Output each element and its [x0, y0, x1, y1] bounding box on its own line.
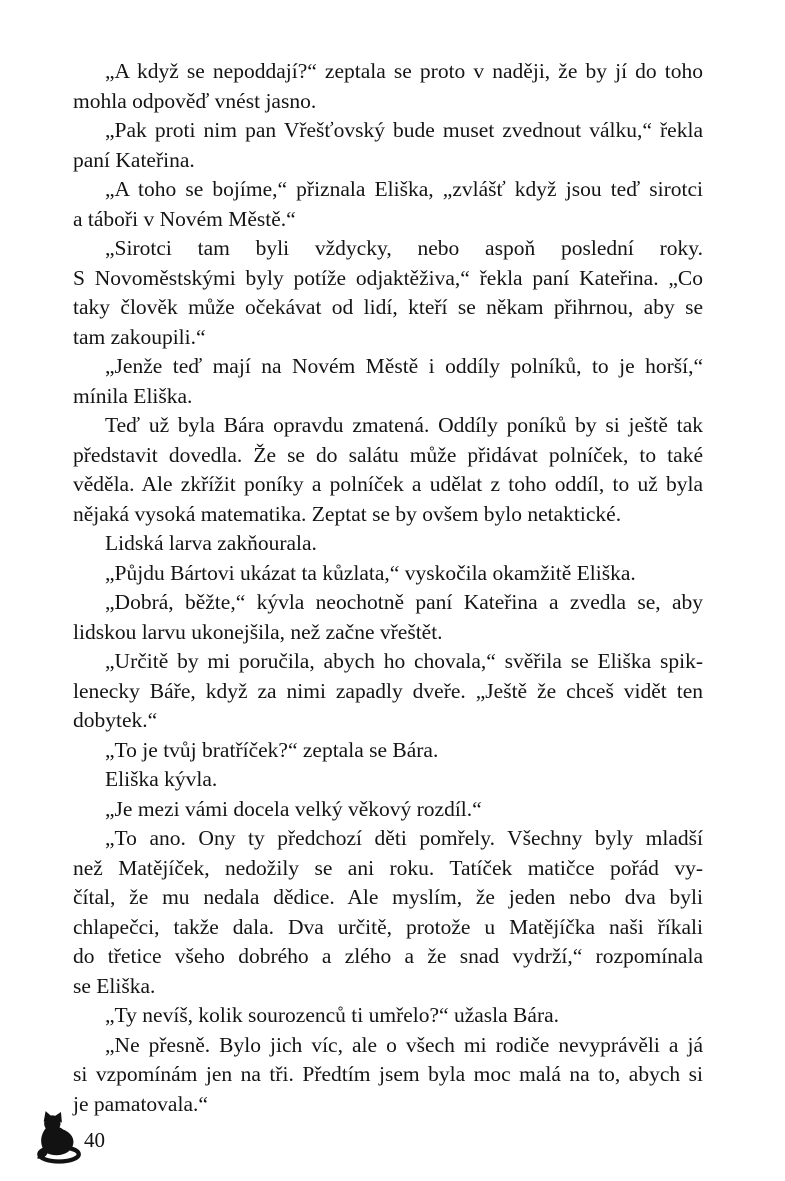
cat-icon	[36, 1110, 84, 1164]
text-line: dobytek.“	[73, 708, 158, 732]
paragraph	[73, 824, 703, 1001]
text-line: do třetice všeho dobrého a zlého a že snad vydrží,“ rozpomínala	[73, 944, 703, 968]
text-line: představit dovedla. Že se do salátu může přidávat polníček, to také	[73, 442, 703, 467]
paragraph	[73, 1031, 703, 1120]
paragraph	[73, 647, 703, 736]
text-line: „A když se nepoddají?“ zeptala se proto v naději, že by jí do toho	[105, 59, 703, 83]
paragraph	[73, 411, 703, 529]
paragraph	[73, 588, 703, 647]
text-line: taky člověk může očekávat od lidí, kteří se někam přihrnou, aby se	[73, 295, 703, 319]
paragraph	[73, 765, 703, 795]
text-line: „Je mezi vámi docela velký věkový rozdíl.“	[105, 796, 482, 821]
paragraph	[73, 559, 703, 589]
text-line: si vzpomínám jen na tři. Předtím jsem byla moc malá na to, abych si	[73, 1062, 703, 1086]
text-line: S Novoměstskými byly potíže odjaktěživa,“ řekla paní Kateřina. „Co	[73, 265, 703, 290]
text-line: lidskou larvu ukonejšila, než začne vřeštět.	[73, 619, 443, 644]
paragraph	[73, 116, 703, 175]
text-line: se Eliška.	[73, 973, 156, 998]
text-line: mohla odpověď vnést jasno.	[73, 88, 317, 113]
paragraph	[73, 795, 703, 825]
text-line: „Dobrá, běžte,“ kývla neochotně paní Kateřina a zvedla se, aby	[105, 590, 703, 614]
text-line: „To ano. Ony ty předchozí děti pomřely. Všechny byly mladší	[105, 826, 703, 850]
paragraph	[73, 529, 703, 559]
text-line: „To je tvůj bratříček?“ zeptala se Bára.	[105, 737, 439, 762]
text-line: je pamatovala.“	[73, 1091, 208, 1116]
paragraph	[73, 234, 703, 352]
paragraph	[73, 352, 703, 411]
text-line: lenecky Báře, když za nimi zapadly dveře. „Ještě že chceš vidět ten	[73, 678, 703, 703]
text-line: „Ty nevíš, kolik sourozenců ti umřelo?“ užasla Bára.	[105, 1003, 560, 1027]
text-line: Teď už byla Bára opravdu zmatená. Oddíly poníků by si ještě tak	[105, 413, 703, 437]
text-line: „A toho se bojíme,“ přiznala Eliška, „zvlášť když jsou teď sirotci	[105, 177, 703, 201]
text-line: „Sirotci tam byli vždycky, nebo aspoň poslední roky.	[105, 236, 703, 260]
text-line: „Jenže teď mají na Novém Městě i oddíly polníků, to je horší,“	[105, 354, 703, 378]
page-number: 40	[84, 1128, 105, 1152]
text-line: tam zakoupili.“	[73, 324, 206, 349]
text-line: „Pak proti nim pan Vřešťovský bude muset zvednout válku,“ řekla	[105, 118, 703, 142]
text-line: a táboři v Novém Městě.“	[73, 206, 296, 231]
text-line: věděla. Ale zkřížit poníky a polníček a udělat z toho oddíl, to už byla	[73, 472, 703, 496]
text-line: Lidská larva zakňourala.	[105, 531, 317, 555]
text-line: nějaká vysoká matematika. Zeptat se by ovšem bylo netaktické.	[73, 501, 622, 526]
paragraph	[73, 1001, 703, 1031]
text-line: mínila Eliška.	[73, 383, 193, 408]
text-line: „Určitě by mi poručila, abych ho chovala,“ svěřila se Eliška spik-	[105, 649, 703, 673]
paragraph	[73, 736, 703, 766]
text-line: paní Kateřina.	[73, 147, 195, 172]
text-line: „Půjdu Bártovi ukázat ta kůzlata,“ vyskočila okamžitě Eliška.	[105, 560, 636, 585]
text-line: čítal, že mu nedala dědice. Ale myslím, že jeden nebo dva byli	[73, 885, 703, 909]
body-text	[73, 57, 703, 1119]
text-line: než Matějíček, nedožily se ani roku. Tatíček matičce pořád vy-	[73, 855, 703, 880]
paragraph	[73, 57, 703, 116]
text-line: „Ne přesně. Bylo jich víc, ale o všech mi rodiče nevyprávěli a já	[105, 1032, 703, 1057]
text-line: Eliška kývla.	[105, 767, 218, 791]
text-line: chlapečci, takže dala. Dva určitě, protože u Matějíčka naši říkali	[73, 914, 703, 939]
paragraph	[73, 175, 703, 234]
